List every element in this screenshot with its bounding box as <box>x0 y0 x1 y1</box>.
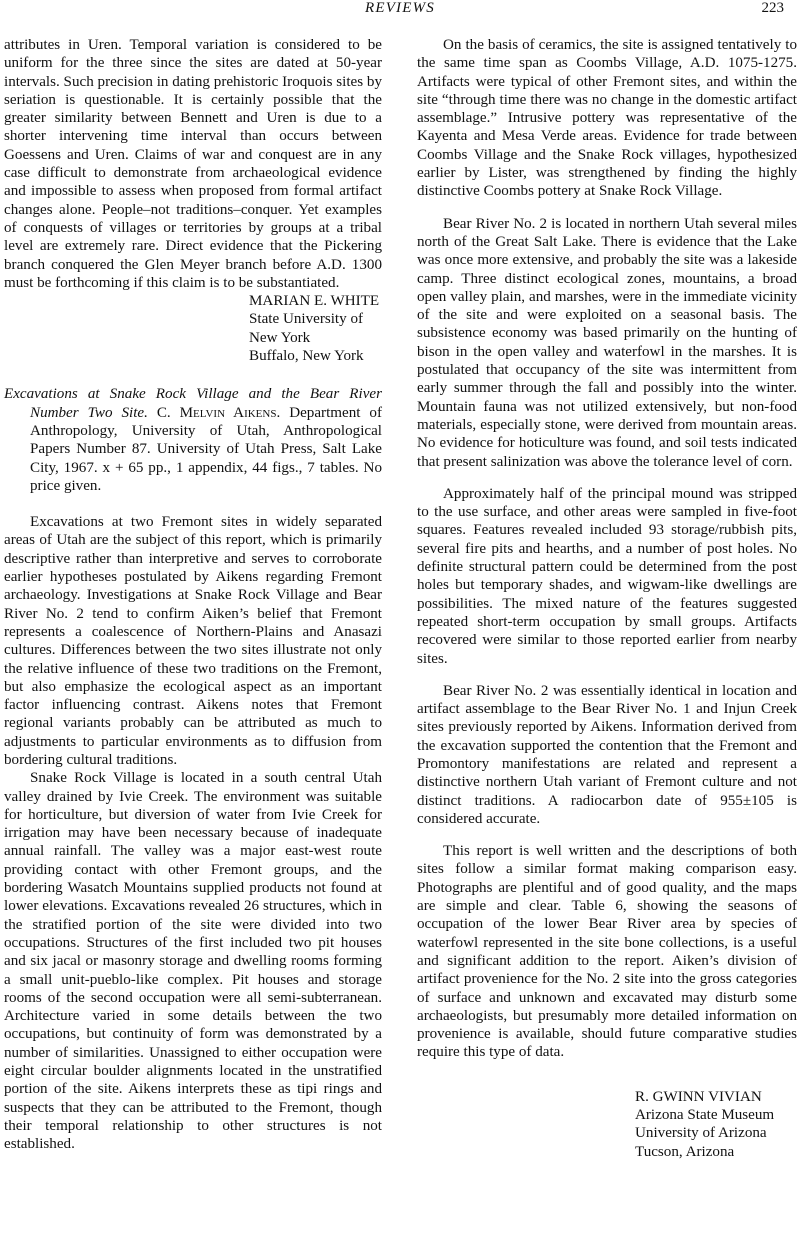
review-paragraph: Bear River No. 2 is located in northern Utah several miles north of the Great Salt Lake. There is evidence that the Lake was once more extensive, and probably the site was a lakeside camp. Three distinct ecological zones, mountains, a broad open valley plain, and marshes, were in the immediate vicinity of the site and were exploited on a seasonal basis. The subsistence economy was based primarily on the hunting of bison in the open valley and waterfowl in the marshes. It is postulated that occupancy of the site was intermittent from early summer through the fall and possibly into the winter. Mountain fauna was not utilized extensively, but non-food materials, especially stone, were derived from mountain areas. No evidence for hoticulture was found, and soil tests indicated that present salinization was above the tolerance level of corn. <box>417 215 797 470</box>
reviewer-signature <box>249 292 382 365</box>
running-head: REVIEWS <box>364 0 436 16</box>
reviewer-signature <box>635 1088 797 1161</box>
review-paragraph: Excavations at two Fremont sites in widely separated areas of Utah are the subject of this report, which is primarily descriptive rather than interpretive and serves to corroborate earlier hypotheses postulated by Aikens regarding Fremont archaeology. Investigations at Snake Rock Village and Bear River No. 2 tend to confirm Aiken’s belief that Fremont represents a coalescence of Northern-Plains and Anasazi cultures. Differences between the two sites illustrate not only the relative influence of these two traditions on the Fremont, but also emphasize the ecological aspect as an important factor influencing contrast. Aikens notes that Fremont regional variants probably can be attributed as much to adjustments to particular environments as to diffusion from bordering cultural traditions. <box>4 514 382 768</box>
left-column <box>4 36 382 1154</box>
right-column <box>417 36 797 1161</box>
reviewer-university: University of Arizona <box>635 1125 767 1142</box>
reviewer-institution: Arizona State Museum <box>635 1107 775 1124</box>
reviewer-location: Buffalo, New York <box>249 348 364 365</box>
review-paragraph: Approximately half of the principal mound was stripped to the use surface, and other areas were sampled in five-foot squares. Features revealed included 93 storage/rubbish pits, several fire pits and hearths, and a number of post holes. No definite structural pattern could be determined from the post holes but temporary shades, and wigwam-like dwellings are possibilities. The mixed nature of the features suggested repeated short-term occupation by small groups. Artifacts recovered were similar to those reported earlier from nearby sites. <box>417 485 797 667</box>
review-paragraph: This report is well written and the descriptions of both sites follow a similar format making comparison easy. Photographs are plentiful and of good quality, and the maps are simple and clear. Table 6, showing the seasons of occupation of the lower Bear River area by species of waterfowl represented in the site bone collections, is a useful and significant addition to the report. Aiken’s division of artifact provenience for the No. 2 site into the gross categories of surface and unknown and excavated may disturb some archaeologists, but presumably more detailed information on provenience is available, should future comparative studies require this type of data. <box>417 843 797 1061</box>
review-paragraph: Bear River No. 2 was essentially identical in location and artifact assemblage to the Bear River No. 1 and Injun Creek sites previously reported by Aikens. Information derived from the excavation supported the contention that the Fremont and Promontory manifestations are related and represent a distinctive northern Utah variant of Fremont culture and not distinct traditions. A radiocarbon date of 955±105 is considered accurate. <box>417 682 797 827</box>
review-paragraph: Snake Rock Village is located in a south central Utah valley drained by Ivie Creek. The environment was suitable for horticulture, but diversion of water from Ivie Creek for irrigation may have been necessary because of inadequate annual rainfall. The valley was a major east-west route providing contact with other Fremont groups, and the bordering Wasatch Mountains supplied products not found at lower elevations. Excavations revealed 26 structures, which in the stratified portion of the site were divided into two occupations. Structures of the first included two pit houses and six jacal or masonry storage and dwelling rooms forming a small unit-pueblo-like complex. Pit houses and storage rooms of the second occupation were all semi-subterranean. Architecture varied in some details between the two occupations, but continuity of form was demonstrated by a number of similarities. Unassigned to either occupation were eight circular boulder alignments located in the unstratified portion of the site. Aikens interprets these as tipi rings and suspects that they can be attributed to the Fremont, though their temporal relationship to other structures is not established. <box>4 770 382 1153</box>
book-author: C. Melvin Aikens. <box>156 404 281 421</box>
book-details: Department of Anthropology, University of Utah, Anthropological Papers Number 87. University of Utah Press, Salt Lake City, 1967. x + 65 pp., 1 appendix, 44 figs., 7 tables. No price given. <box>30 404 382 494</box>
reviewer-institution: State University of New York <box>249 311 364 346</box>
book-title: Excavations at Snake Rock Village and the Bear River Number Two Site. <box>4 386 382 421</box>
page-header <box>0 0 800 24</box>
review-paragraph: attributes in Uren. Temporal variation is considered to be uniform for the three since the sites are dated at 50-year intervals. Such precision in dating prehistoric Iroquois sites by seriation is questionable. It is certainly possible that the greater similarity between Bennett and Uren is due to a shorter intervening time interval than occurs between Goessens and Uren. Claims of war and conquest are in any case difficult to demonstrate from archaeological evidence and impossible to assess when proposed from formal artifact changes alone. People–not traditions–conquer. Yet examples of conquests of villages or territories by groups at a tribal level are extremely rare. Direct evidence that the Pickering branch conquered the Glen Meyer branch before A.D. 1300 must be forthcoming if this claim is to be substantiated. <box>4 37 382 291</box>
reviewer-name: R. GWINN VIVIAN <box>635 1088 762 1105</box>
reviewer-name: MARIAN E. WHITE <box>249 293 380 310</box>
page-number: 223 <box>761 0 784 16</box>
book-entry <box>4 385 382 495</box>
reviewer-location: Tucson, Arizona <box>635 1143 735 1160</box>
review-paragraph: On the basis of ceramics, the site is assigned tentatively to the same time span as Coombs Village, A.D. 1075-1275. Artifacts were typical of other Fremont sites, and within the site “through time there was no change in the domestic artifact assemblage.” Intrusive pottery was representative of the Kayenta and Mesa Verde areas. Evidence for trade between Coombs Village and the Snake Rock villages, hypothesized earlier by Lister, was strengthened by finding the highly distinctive Coombs pottery at Snake Rock Village. <box>417 37 797 200</box>
